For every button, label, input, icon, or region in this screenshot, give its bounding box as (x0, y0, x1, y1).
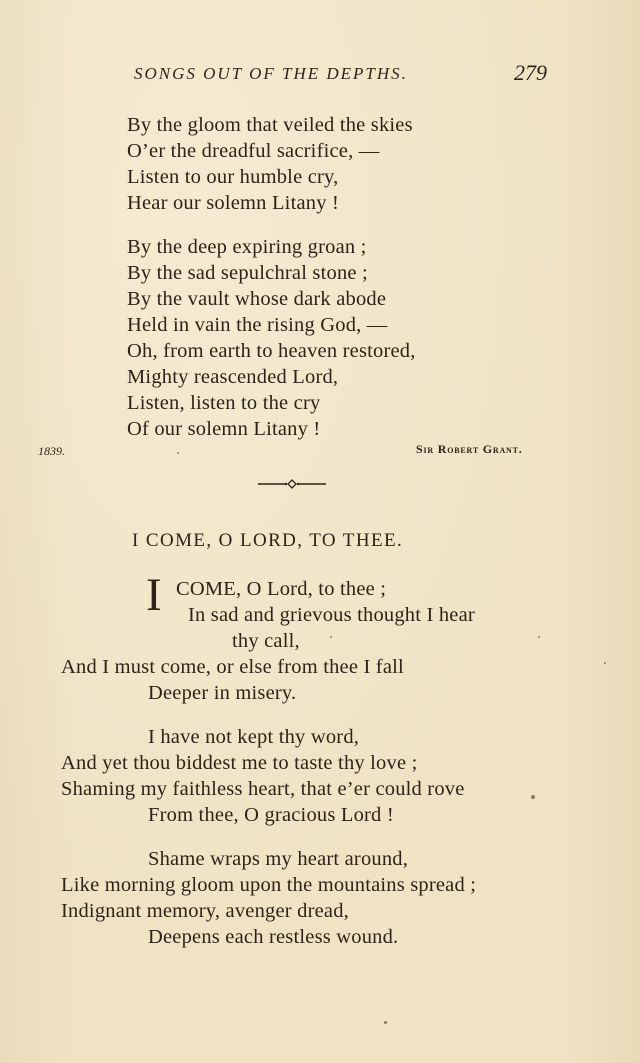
drop-cap: I (146, 569, 162, 621)
verse-line: thy call, (232, 630, 300, 652)
verse-line: Listen to our humble cry, (127, 166, 339, 188)
paper-speck (177, 452, 179, 454)
verse-line: Mighty reascended Lord, (127, 366, 339, 388)
ornament-divider (256, 478, 328, 490)
paper-speck (330, 636, 332, 638)
paper-speck (538, 636, 540, 638)
poem-year: 1839. (38, 444, 65, 458)
verse-line: Hear our solemn Litany ! (127, 192, 340, 214)
paper-speck (384, 1021, 387, 1024)
verse-line: Of our solemn Litany ! (127, 418, 321, 440)
poem-title: I COME, O LORD, TO THEE. (132, 530, 404, 551)
verse-line: Oh, from earth to heaven restored, (127, 340, 416, 362)
verse-line: Deeper in misery. (148, 682, 297, 704)
verse-line: Indignant memory, avenger dread, (61, 900, 349, 922)
verse-line: Like morning gloom upon the mountains spread ; (61, 874, 477, 896)
verse-line: Listen, listen to the cry (127, 392, 321, 414)
running-head: SONGS OUT OF THE DEPTHS. (134, 64, 408, 83)
page-number: 279 (514, 60, 547, 85)
paper-speck (531, 795, 535, 799)
verse-line: And I must come, or else from thee I fall (61, 656, 404, 678)
verse-line: I have not kept thy word, (148, 726, 360, 748)
verse-line: COME, O Lord, to thee ; (176, 578, 387, 600)
verse-line: By the sad sepulchral stone ; (127, 262, 368, 284)
verse-line: From thee, O gracious Lord ! (148, 804, 394, 826)
paper-speck (604, 662, 606, 664)
poem-author: Sir Robert Grant. (416, 442, 523, 456)
verse-line: By the deep expiring groan ; (127, 236, 367, 258)
verse-line: Held in vain the rising God, — (127, 314, 388, 336)
verse-line: Shaming my faithless heart, that e’er could rove (61, 778, 465, 800)
verse-line: By the gloom that veiled the skies (127, 114, 413, 136)
verse-line: O’er the dreadful sacrifice, — (127, 140, 380, 162)
verse-line: In sad and grievous thought I hear (188, 604, 475, 626)
verse-line: Shame wraps my heart around, (148, 848, 409, 870)
verse-line: By the vault whose dark abode (127, 288, 387, 310)
verse-line: And yet thou biddest me to taste thy love ; (61, 752, 418, 774)
verse-line: Deepens each restless wound. (148, 926, 399, 948)
